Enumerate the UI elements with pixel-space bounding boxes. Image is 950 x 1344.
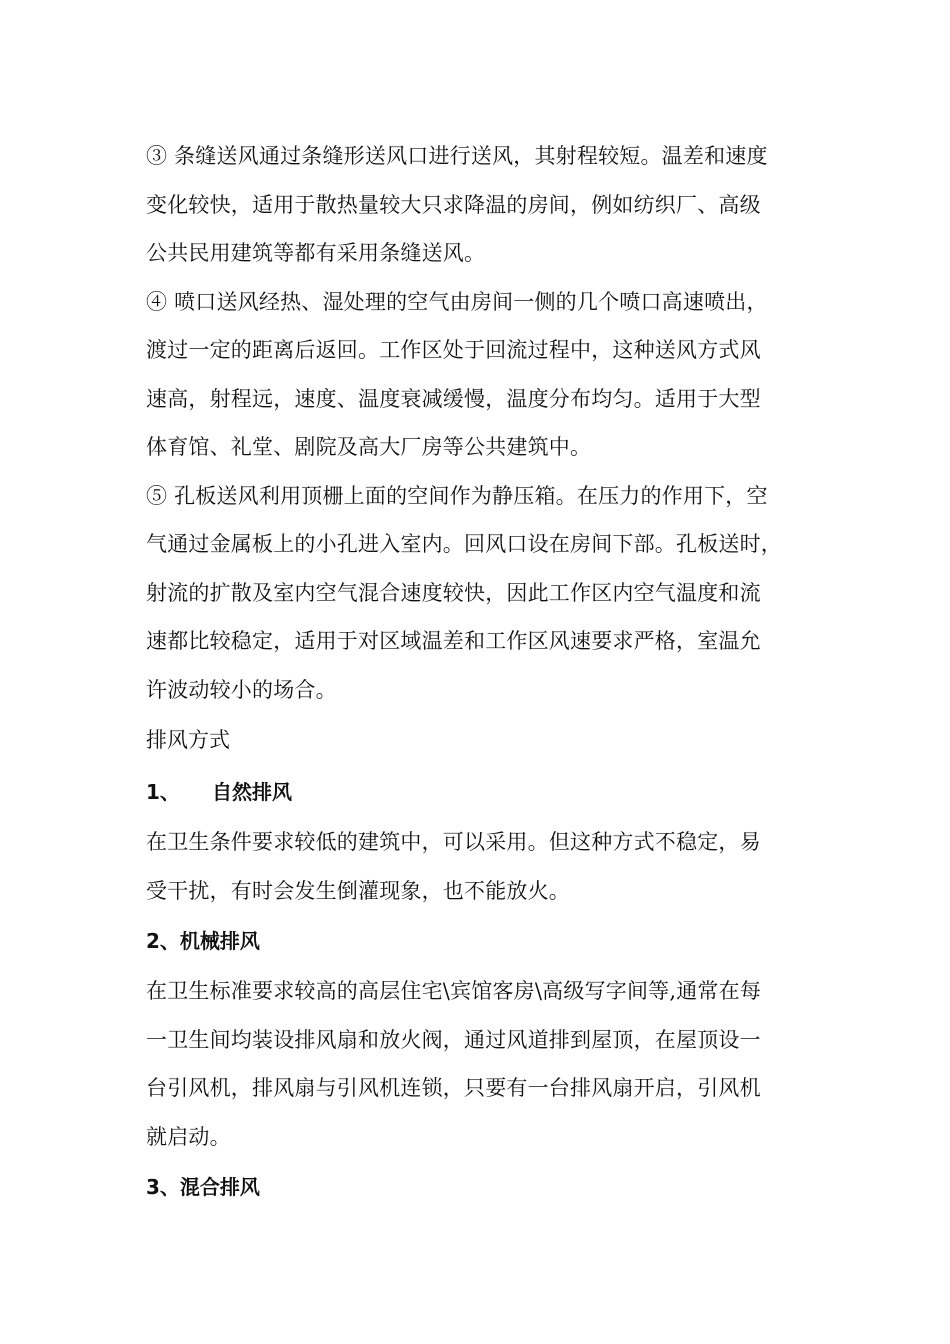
text-line: 速都比较稳定，适用于对区域温差和工作区风速要求严格，室温允 [146,629,761,653]
paragraph-perforated-supply [146,472,806,715]
text-line: 气通过金属板上的小孔进入室内。回风口设在房间下部。孔板送时， [146,532,782,556]
section-title-exhaust: 排风方式 [146,728,230,752]
heading-number: 3、 [146,1175,180,1199]
heading-text: 自然排风 [212,780,292,804]
paragraph-slot-supply [146,132,806,278]
heading-number: 2、 [146,929,180,953]
heading-text: 混合排风 [179,1175,260,1199]
paragraph-nozzle-supply [146,278,806,472]
text-line: ③ 条缝送风通过条缝形送风口进行送风，其射程较短。温差和速度 [146,144,768,168]
text-line: 体育馆、礼堂、剧院及高大厂房等公共建筑中。 [146,435,592,459]
text-line: 受干扰，有时会发生倒灌现象，也不能放火。 [146,878,570,903]
text-line: 一卫生间均装设排风扇和放火阀，通过风道排到屋顶，在屋顶设一 [146,1027,761,1052]
text-line: 变化较快，适用于散热量较大只求降温的房间，例如纺织厂、高级 [146,192,761,217]
text-line: 台引风机，排风扇与引风机连锁，只要有一台排风扇开启，引风机 [146,1076,761,1100]
paragraph-natural-exhaust [146,818,806,915]
text-line: 射流的扩散及室内空气混合速度较快，因此工作区内空气温度和流 [146,580,761,605]
text-line: 在卫生条件要求较低的建筑中，可以采用。但这种方式不稳定，易 [146,830,761,854]
text-line: 在卫生标准要求较高的高层住宅\宾馆客房\高级写字间等,通常在每 [146,979,762,1003]
heading-mechanical-exhaust [146,915,806,967]
text-line: 渡过一定的距离后返回。工作区处于回流过程中，这种送风方式风 [146,338,761,362]
text-line: ⑤ 孔板送风利用顶栅上面的空间作为静压箱。在压力的作用下，空 [146,483,768,508]
text-line: 就启动。 [146,1124,231,1149]
heading-mixed-exhaust [146,1161,806,1213]
paragraph-mechanical-exhaust [146,967,806,1161]
heading-natural-exhaust [146,766,806,818]
heading-number: 1、 [146,780,180,804]
text-line: 速高，射程远，速度、温度衰减缓慢，温度分布均匀。适用于大型 [146,386,761,411]
heading-text: 机械排风 [179,929,260,953]
text-line: ④ 喷口送风经热、湿处理的空气由房间一侧的几个喷口高速喷出， [146,289,768,314]
text-line: 许波动较小的场合。 [146,677,337,702]
document-body [146,132,806,1213]
text-line: 公共民用建筑等都有采用条缝送风。 [146,241,486,265]
